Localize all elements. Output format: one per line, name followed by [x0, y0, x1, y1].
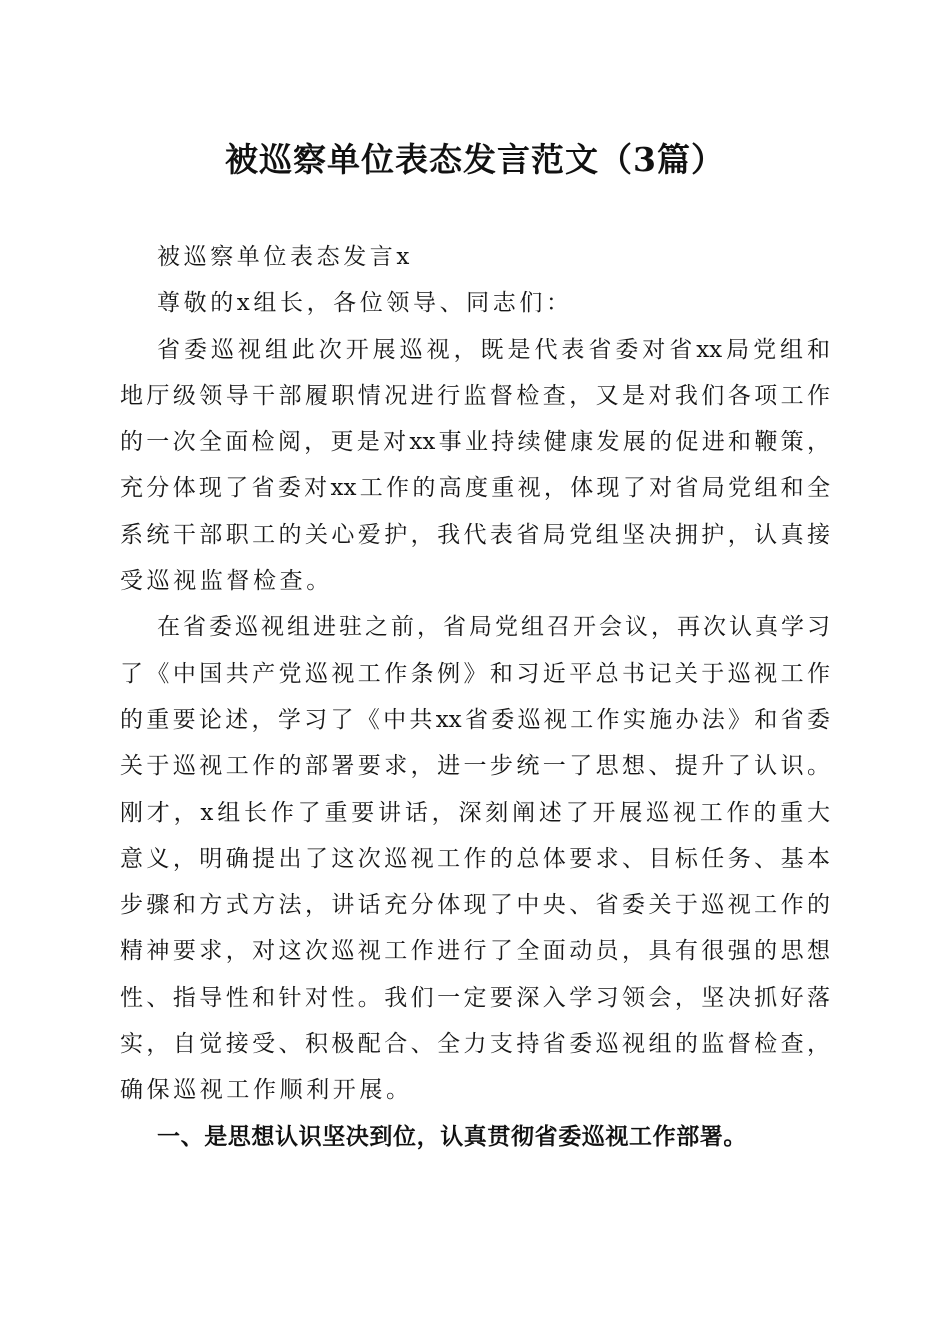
- paragraph-line: 精神要求，对这次巡视工作进行了全面动员，具有很强的思想: [120, 938, 830, 965]
- document-body: [120, 234, 830, 1160]
- paragraph-2: [120, 604, 830, 1113]
- paragraph-line: 的重要论述，学习了《中共xx省委巡视工作实施办法》和省委: [120, 706, 830, 733]
- subtitle-line: 被巡察单位表态发言x: [157, 244, 413, 270]
- paragraph-line: 省委巡视组此次开展巡视，既是代表省委对省xx局党组和: [157, 336, 830, 363]
- paragraph-line: 在省委巡视组进驻之前，省局党组召开会议，再次认真学习: [157, 614, 830, 641]
- paragraph-line: 性、指导性和针对性。我们一定要深入学习领会，坚决抓好落: [120, 984, 830, 1011]
- paragraph-line: 实，自觉接受、积极配合、全力支持省委巡视组的监督检查，: [120, 1031, 830, 1058]
- paragraph-line: 步骤和方式方法，讲话充分体现了中央、省委关于巡视工作的: [120, 892, 830, 919]
- paragraph-line: 充分体现了省委对xx工作的高度重视，体现了对省局党组和全: [120, 475, 830, 502]
- paragraph-line: 地厅级领导干部履职情况进行监督检查，又是对我们各项工作: [120, 382, 830, 409]
- paragraph-line: 受巡视监督检查。: [120, 568, 333, 595]
- section-heading: 一、是思想认识坚决到位，认真贯彻省委巡视工作部署。: [157, 1123, 747, 1150]
- paragraph-line: 意义，明确提出了这次巡视工作的总体要求、目标任务、基本: [120, 845, 830, 872]
- salutation-line: 尊敬的x组长，各位领导、同志们：: [157, 290, 573, 317]
- paragraph-line: 刚才，x组长作了重要讲话，深刻阐述了开展巡视工作的重大: [120, 799, 830, 826]
- paragraph-line: 的一次全面检阅，更是对xx事业持续健康发展的促进和鞭策，: [120, 429, 830, 456]
- paragraph-line: 关于巡视工作的部署要求，进一步统一了思想、提升了认识。: [120, 753, 830, 780]
- document-title: 被巡察单位表态发言范文（3篇）: [225, 140, 725, 179]
- paragraph-line: 系统干部职工的关心爱护，我代表省局党组坚决拥护，认真接: [120, 521, 830, 548]
- paragraph-line: 了《中国共产党巡视工作条例》和习近平总书记关于巡视工作: [120, 660, 830, 687]
- paragraph-line: 确保巡视工作顺利开展。: [120, 1077, 413, 1104]
- paragraph-1: [120, 327, 830, 605]
